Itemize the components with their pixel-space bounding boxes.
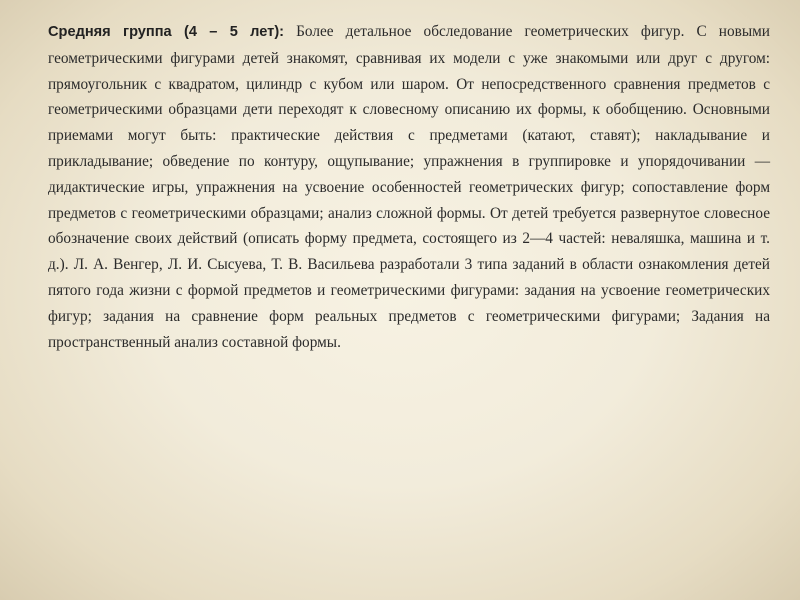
paragraph-body: Более детальное обследование геометрических фигур. С новыми геометрическими фигурами детей знакомят, сравнивая их модели с уже знакомыми или друг с другом: прямоугольник с квадратом, цилиндр с кубом или шаром. От непосредственного сравнения предметов с геометрическими образцами дети переходят к словесному описанию их формы, к обобщению. Основными приемами могут быть: практические действия с предметами (катают, ставят); накладывание и прикладывание; обведение по контуру, ощупывание; упражнения в группировке и упорядочивании — дидактические игры, упражнения на усвоение особенностей геометрических фигур; сопоставление форм предметов с геометрическими образцами; анализ сложной формы. От детей требуется развернутое словесное обозначение своих действий (описать форму предмета, состоящего из 2—4 частей: неваляшка, машина и т. д.). Л. А. Венгер, Л. И. Сысуева, Т. В. Васильева разработали 3 типа заданий в области ознакомления детей пятого года жизни с формой предметов и геометрическими фигурами: задания на усвоение геометрических фигур; задания на сравнение форм реальных предметов с геометрическими фигурами; Задания на пространственный анализ составной формы.	[48, 23, 770, 351]
section-heading: Средняя группа (4 – 5 лет):	[48, 24, 285, 40]
paragraph	[48, 19, 770, 355]
text-block	[48, 19, 770, 355]
